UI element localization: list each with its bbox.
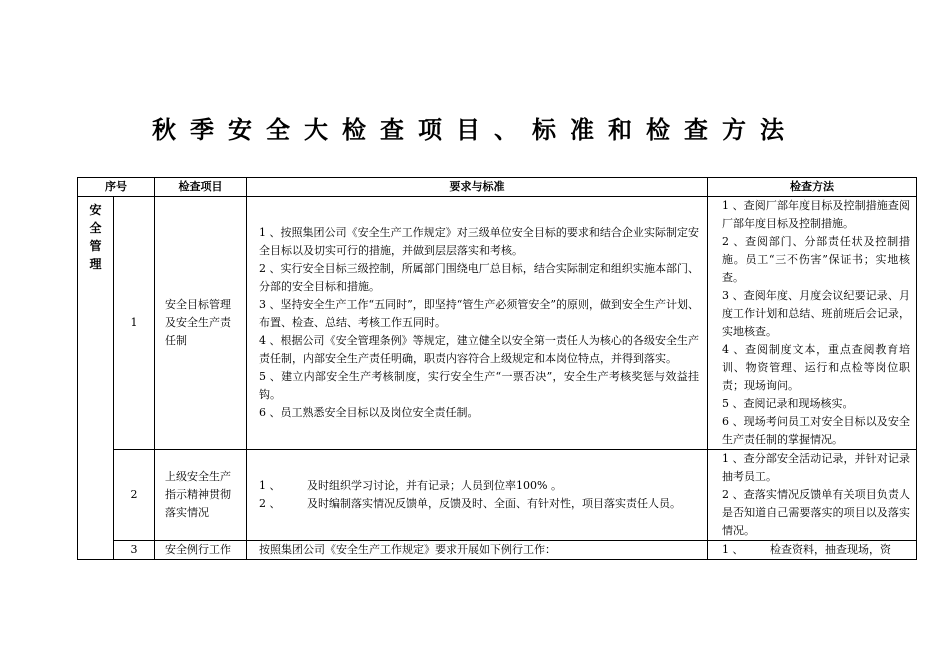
method-line: 2 、查阅部门、分部责任状及控制措施。员工“三不伤害”保证书；实地核查。 — [722, 235, 910, 284]
requirement-line: 1 、 及时组织学习讨论，并有记录；人员到位率100% 。 — [259, 479, 562, 492]
seq-cell: 1 — [114, 197, 155, 450]
category-cell: 安 全 管 理 — [78, 197, 114, 560]
method-line: 5 、查阅记录和现场核实。 — [722, 397, 854, 410]
item-cell: 安全目标管理及安全生产责任制 — [155, 197, 247, 450]
inspection-table — [77, 177, 917, 560]
method-line: 1 、 检查资料，抽查现场，资 — [722, 543, 891, 556]
method-line: 2 、查落实情况反馈单有关项目负责人是否知道自己需要落实的项目以及落实情况。 — [722, 488, 910, 537]
method-line: 3 、查阅年度、月度会议纪要记录、月度工作计划和总结、班前班后会记录，实地核查。 — [722, 289, 910, 338]
method-cell — [708, 197, 917, 450]
requirement-line: 3 、坚持安全生产工作“五同时”，即坚持“管生产必须管安全”的原则，做到安全生产计划、布置、检查、总结、考核工作五同时。 — [259, 298, 699, 329]
method-line: 1 、查分部安全活动记录，并针对记录抽考员工。 — [722, 452, 910, 483]
requirement-line: 2 、实行安全目标三级控制，所属部门围绕电厂总目标，结合实际制定和组织实施本部门、分部的安全目标和措施。 — [259, 262, 699, 293]
seq-cell: 3 — [114, 541, 155, 560]
table-header-row — [78, 178, 917, 197]
requirement-line: 6 、员工熟悉安全目标以及岗位安全责任制。 — [259, 406, 479, 419]
table-row — [78, 541, 917, 560]
requirement-cell — [247, 197, 708, 450]
method-cell — [708, 541, 917, 560]
header-seq: 序号 — [78, 178, 155, 197]
method-line: 1 、查阅厂部年度目标及控制措施查阅厂部年度目标及控制措施。 — [722, 199, 910, 230]
requirement-cell — [247, 450, 708, 541]
header-requirement: 要求与标准 — [247, 178, 708, 197]
method-cell — [708, 450, 917, 541]
seq-cell: 2 — [114, 450, 155, 541]
requirement-line: 1 、按照集团公司《安全生产工作规定》对三级单位安全目标的要求和结合企业实际制定安全目标以及切实可行的措施，并做到层层落实和考核。 — [259, 226, 699, 257]
item-cell: 上级安全生产指示精神贯彻落实情况 — [155, 450, 247, 541]
page-title: 秋季安全大检查项目、标准和检查方法 — [152, 116, 798, 144]
method-line: 6 、现场考问员工对安全目标以及安全生产责任制的掌握情况。 — [722, 415, 910, 446]
header-item: 检查项目 — [155, 178, 247, 197]
table-row — [78, 450, 917, 541]
item-cell: 安全例行工作 — [155, 541, 247, 560]
requirement-cell: 按照集团公司《安全生产工作规定》要求开展如下例行工作： — [247, 541, 708, 560]
method-line: 4 、查阅制度文本，重点查阅教育培训、物资管理、运行和点检等岗位职责；现场询问。 — [722, 343, 910, 392]
requirement-line: 2 、 及时编制落实情况反馈单，反馈及时、全面、有针对性，项目落实责任人员。 — [259, 497, 681, 510]
table-row — [78, 197, 917, 450]
requirement-line: 5 、建立内部安全生产考核制度，实行安全生产“一票否决”，安全生产考核奖惩与效益挂钩。 — [259, 370, 699, 401]
header-method: 检查方法 — [708, 178, 917, 197]
requirement-line: 4 、根据公司《安全管理条例》等规定，建立健全以安全第一责任人为核心的各级安全生产责任制，内部安全生产责任明确，职责内容符合上级规定和本岗位特点，并得到落实。 — [259, 334, 699, 365]
